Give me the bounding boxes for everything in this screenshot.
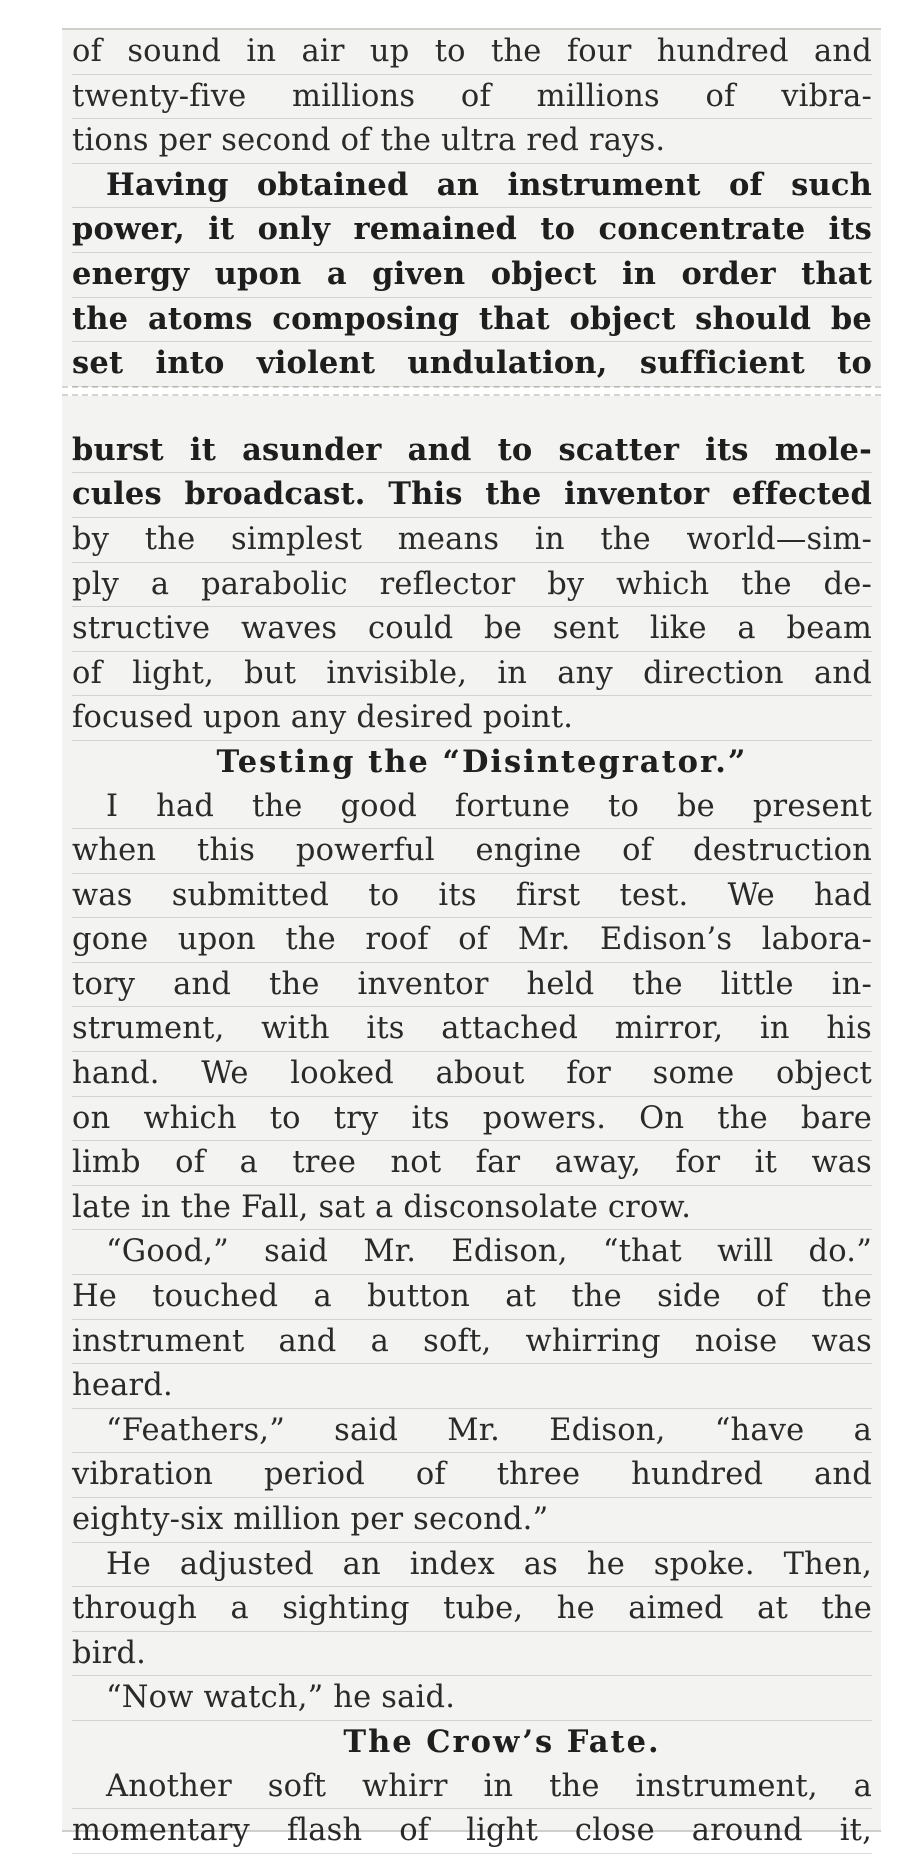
text-line: was submitted to its first test. We had xyxy=(72,874,872,919)
text-line: heard. xyxy=(72,1364,872,1409)
text-line: tions per second of the ultra red rays. xyxy=(72,119,872,164)
text-line: Another soft whirr in the instrument, a xyxy=(72,1765,872,1810)
text-line: hand. We looked about for some object xyxy=(72,1052,872,1097)
text-line: of sound in air up to the four hundred and xyxy=(72,30,872,75)
text-line: tory and the inventor held the little in- xyxy=(72,963,872,1008)
text-line: focused upon any desired point. xyxy=(72,696,872,741)
column-gap xyxy=(72,387,872,429)
text-line: twenty-five millions of millions of vibra- xyxy=(72,75,872,120)
text-line: of light, but invisible, in any direction and xyxy=(72,652,872,697)
text-line: structive waves could be sent like a beam xyxy=(72,607,872,652)
text-line: gone upon the roof of Mr. Edison’s labora- xyxy=(72,918,872,963)
text-line: on which to try its powers. On the bare xyxy=(72,1097,872,1142)
text-line: the atoms composing that object should be xyxy=(72,298,872,343)
text-line: through a sighting tube, he aimed at the xyxy=(72,1587,872,1632)
text-line: power, it only remained to concentrate its xyxy=(72,208,872,253)
text-line: I had the good fortune to be present xyxy=(72,785,872,830)
text-line: ply a parabolic reflector by which the de- xyxy=(72,563,872,608)
text-line: by the simplest means in the world—sim- xyxy=(72,518,872,563)
text-line: eighty-six million per second.” xyxy=(72,1498,872,1543)
text-line: when this powerful engine of destruction xyxy=(72,829,872,874)
text-line: burst it asunder and to scatter its mole- xyxy=(72,429,872,474)
text-line: momentary flash of light close around it, xyxy=(72,1809,872,1854)
text-line: He touched a button at the side of the xyxy=(72,1275,872,1320)
text-line: “Now watch,” he said. xyxy=(72,1676,872,1721)
text-line: vibration period of three hundred and xyxy=(72,1453,872,1498)
text-line: instrument and a soft, whirring noise was xyxy=(72,1320,872,1365)
text-line: Having obtained an instrument of such xyxy=(72,164,872,209)
text-line: late in the Fall, sat a disconsolate crow. xyxy=(72,1186,872,1231)
text-line: strument, with its attached mirror, in his xyxy=(72,1007,872,1052)
text-line: energy upon a given object in order that xyxy=(72,253,872,298)
article-column xyxy=(72,30,872,1854)
text-line: set into violent undulation, sufficient to xyxy=(72,342,872,387)
text-line: cules broadcast. This the inventor effected xyxy=(72,473,872,518)
section-heading: Testing the “Disintegrator.” xyxy=(216,743,748,780)
text-line: He adjusted an index as he spoke. Then, xyxy=(72,1543,872,1588)
section-heading: The Crow’s Fate. xyxy=(343,1723,661,1760)
text-line: “Feathers,” said Mr. Edison, “have a xyxy=(72,1409,872,1454)
text-line: “Good,” said Mr. Edison, “that will do.” xyxy=(72,1230,872,1275)
text-line: bird. xyxy=(72,1632,872,1677)
text-line: limb of a tree not far away, for it was xyxy=(72,1141,872,1186)
